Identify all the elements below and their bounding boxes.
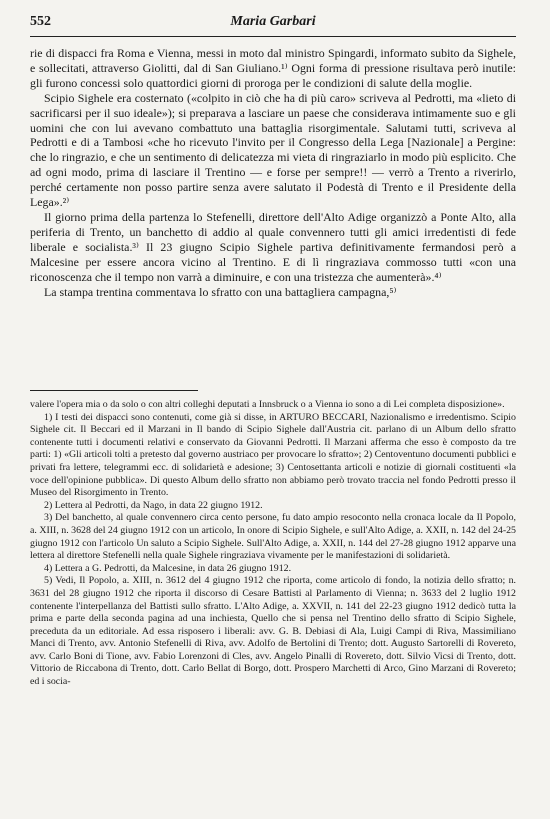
body-paragraph: La stampa trentina commentava lo sfratto con una battagliera campagna,⁵⁾ [44,284,397,299]
footnote-2: 2) Lettera al Pedrotti, da Nago, in data 22 giugno 1912. [44,499,263,511]
footnote-5: 5) Vedi, Il Popolo, a. XIII, n. 3612 del 4 giugno 1912 che riporta, come articolo di fondo, la notizia dello sfratto; n. 3631 del 28 giugno 1912 che riporta il discorso di Cesare Battisti al Parlamento di Vienna; n. 3633 del 2 luglio 1912 contenente l'interpellanza del Battisti sullo sfratto. L'Alto Adige, a. XXVII, n. 141 del 22-23 giugno 1912 dedicò tutta la prima e parte della seconda pagina ad una inchiesta, Quello che si pensa nel Trentino dello sfratto di Scipio Sighele, preceduta da un editoriale. Ad essa risposero i liberali: avv. G. B. Debiasi di Ala, Luigi Campi di Riva, Massimiliano Manci di Trento, avv. Antonio Stefenelli di Riva, avv. Adolfo de Bertolini di Trento; dott. Augusto Sartorelli di Rovereto, avv. Carlo Boni di Tione, avv. Fabio Lorenzoni di Cles, avv. Angelo Pinalli di Rovereto, dott. Silvio Vicsi di Trento, dott. Vittorio de Riccabona di Trento, dott. Carlo Bellat di Borgo, dott. Prospero Marchetti di Arco, Gino Marzani di Rovereto; ed i socia- [30,575,516,688]
main-text [30,46,516,299]
page-number: 552 [30,14,51,29]
running-head: Maria Garbari [230,14,316,29]
page-header [30,14,516,36]
footnote-continuation: valere l'opera mia o da solo o con altri colleghi deputati a Innsbruck o a Vienna io sono a di Lei completa disposizione». [30,399,505,410]
body-paragraph: Scipio Sighele era costernato («colpito in ciò che ha di più caro» scriveva al Pedrotti, ma «lieto di sacrificarsi per il suo ideale»); si preparava a lasciare un paese che considerava intimamente suo e gli uomini che con lui avevano combattuto una battaglia risorgimentale. Salutami tutti, scriveva al Pedrotti e di a Tambosi «che ho ricevuto l'invito per il Congresso della Lega [Nazionale] a Pergine: che lo ringrazio, e che un sentimento di delicatezza mi vieta di ringraziarlo in modo più esplicito. Che ad ogni modo, prima di lasciare il Trentino — e forse per sempre!! — verrò a Trento a riverirlo, perché certamente non posso partire senza avere salutato il Podestà di Trento e il Presidente della Lega».²⁾ [30,90,516,210]
footnote-1: 1) I testi dei dispacci sono contenuti, come già si disse, in ARTURO BECCARI, Nazionalismo e irredentismo. Scipio Sighele cit. Il Beccari ed il Marzani in Il bando di Scipio Sighele dall'Austria cit. parlano di un Album dello sfratto contenente tutti i documenti relativi e conservato da Giovanni Pedrotti. Il Marzani afferma che esso è composto da tre parti: 1) «Gli articoli tolti a pretesto dal governo austriaco per provocare lo sfratto»; 2) Centoventuno documenti pubblici e privati fra lettere, telegrammi ecc. di solidarietà e adesione; 3) Centosettanta articoli e notizie di giornali costituenti «la voce dell'opinione pubblica». Di questo Album dello sfratto non abbiamo però trovato traccia nel fondo Pedrotti presso il Museo del Risorgimento in Trento. [30,411,516,499]
body-paragraph: rie di dispacci fra Roma e Vienna, messi in moto dal ministro Spingardi, informato subito da Sighele, e sollecitati, attraverso Giolitti, dal di San Giuliano.¹⁾ Ogni forma di pressione risultava però inutile: gli furono concessi solo quattordici giorni di proroga per le condizioni di salute della moglie. [30,46,516,90]
footnote-3: 3) Del banchetto, al quale convennero circa cento persone, fu dato ampio resoconto nella cronaca locale da Il Popolo, a. XIII, n. 3628 del 24 giugno 1912 con un articolo, In onore di Scipio Sighele, e sull'Alto Adige, a. XXII, n. 142 del 24-25 giugno 1912 con l'articolo Un saluto a Scipio Sighele. Sull'Alto Adige, a. XXII, n. 144 del 27-28 giugno 1912 apparve una lettera al direttore Stefenelli nella quale Sighele ringraziava vivamente per le manifestazioni di solidarietà. [30,512,516,562]
header-rule [30,36,516,37]
footnote-4: 4) Lettera a G. Pedrotti, da Malcesine, in data 26 giugno 1912. [44,562,292,574]
footnote-rule [30,390,198,391]
body-paragraph: Il giorno prima della partenza lo Stefenelli, direttore dell'Alto Adige organizzò a Ponte Alto, alla periferia di Trento, un banchetto di addio al quale convennero tutti gli amici irredentisti di fede liberale e socialista.³⁾ Il 23 giugno Scipio Sighele partiva definitivamente fermandosi però a Malcesine per essere ancora vicino al Trentino. E di lì ringraziava commosso tutti «con una riconoscenza che il tempo non varrà a diminuire, e con una tristezza che aumenterà».⁴⁾ [30,209,516,284]
footnotes [30,399,516,689]
